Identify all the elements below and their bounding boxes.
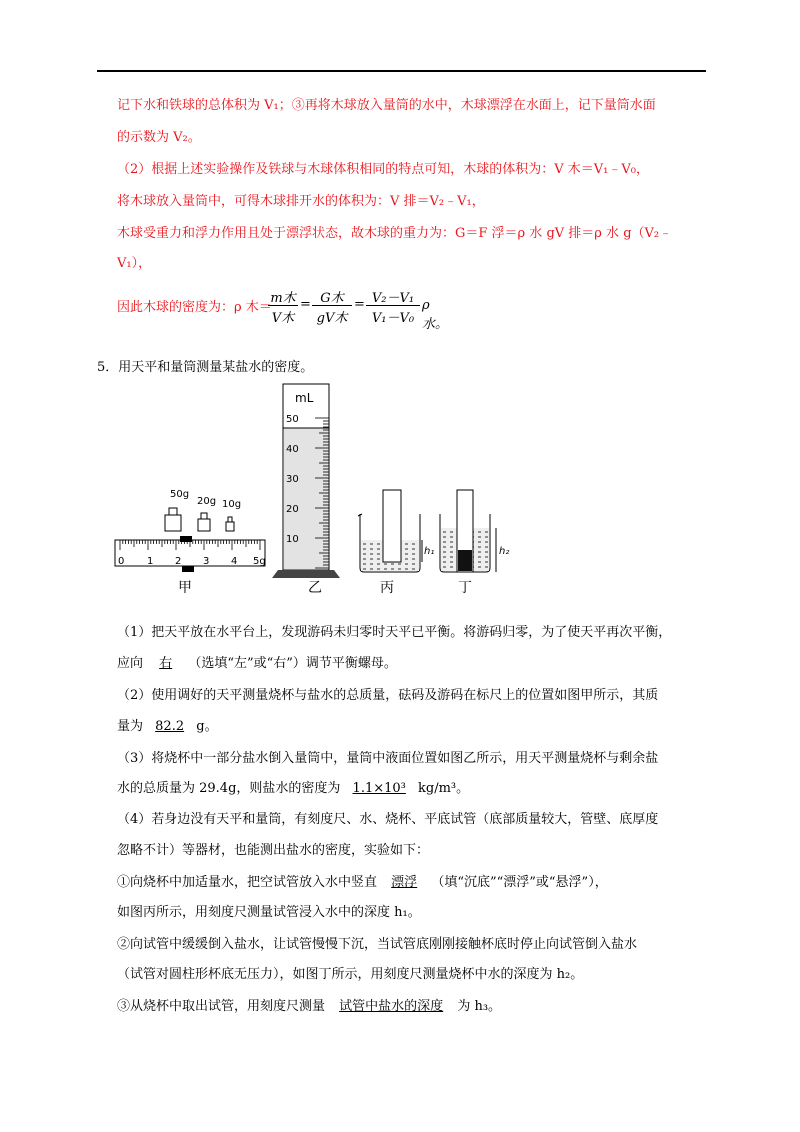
cylinder-tick-40: 40 bbox=[286, 444, 299, 455]
scale-tick-0: 0 bbox=[118, 556, 125, 567]
cylinder-tick-20: 20 bbox=[286, 504, 299, 515]
weight-20g-knob bbox=[201, 513, 207, 519]
cylinder-tick-50: 50 bbox=[286, 414, 299, 425]
answer-blank: 试管中盐水的深度 bbox=[339, 999, 444, 1014]
graduated-cylinder bbox=[272, 384, 340, 596]
caption-yi: 乙 bbox=[308, 580, 322, 596]
beaker-floating-tube bbox=[358, 490, 434, 596]
formula-f1-num: m木 bbox=[270, 291, 296, 306]
equals-sign: = bbox=[354, 297, 365, 312]
experiment-figure bbox=[110, 380, 530, 600]
q-part4-line2: 忽略不计）等器材，也能测出盐水的密度，实验如下： bbox=[117, 843, 430, 858]
h2-label: h₂ bbox=[499, 546, 510, 557]
q-part3-line1: （3）将烧杯中一部分盐水倒入量筒中，量筒中液面位置如图乙所示，用天平测量烧杯与剩余盐 bbox=[117, 751, 659, 766]
fraction-bar bbox=[268, 305, 298, 306]
weight-10g bbox=[226, 522, 234, 531]
fraction-bar bbox=[366, 305, 420, 306]
answer-line-4: 将木球放入量筒中，可得木球排开水的体积为：V 排＝V₂﹣V₁， bbox=[117, 194, 485, 209]
scale-tick-1: 1 bbox=[147, 556, 154, 567]
q-part2-line1: （2）使用调好的天平测量烧杯与盐水的总质量，砝码及游码在标尺上的位置如图甲所示，其质 bbox=[117, 688, 659, 703]
answer-line-3: （2）根据上述实验操作及铁球与木球体积相同的特点可知，木球的体积为：V 木＝V₁﹣V₀， bbox=[117, 162, 649, 177]
caption-jia: 甲 bbox=[178, 580, 192, 596]
weight-10g-knob bbox=[228, 517, 232, 522]
answer-blank: 右 bbox=[159, 656, 173, 671]
text-fragment: ①向烧杯中加适量水，把空试管放入水中竖直 bbox=[117, 875, 378, 890]
caption-bing: 丙 bbox=[380, 580, 394, 596]
formula-f1-den: V木 bbox=[271, 311, 295, 326]
test-tube-bing bbox=[383, 490, 401, 562]
formula-f2-num: G木 bbox=[320, 291, 344, 306]
scale-figure bbox=[115, 489, 266, 596]
answer-blank: 1.1×10³ bbox=[352, 781, 406, 796]
salt-water-in-tube bbox=[458, 550, 472, 571]
question-stem: 5．用天平和量筒测量某盐水的密度。 bbox=[97, 360, 314, 375]
rider-bottom bbox=[182, 566, 194, 572]
answer-line-5: 木球受重力和浮力作用且处于漂浮状态，故木球的重力为：G＝F 浮＝ρ 水 gV 排＝ρ 水 g（V₂﹣ bbox=[117, 226, 673, 241]
text-fragment: g。 bbox=[196, 719, 218, 734]
answer-line-1: 记下水和铁球的总体积为 V₁；③再将木球放入量筒的水中，木球漂浮在水面上，记下量筒水面 bbox=[117, 98, 656, 113]
cylinder-tick-30: 30 bbox=[286, 474, 299, 485]
weight-10g-label: 10g bbox=[222, 499, 242, 510]
formula-f2-den: gV木 bbox=[316, 311, 348, 326]
text-fragment: ③从烧杯中取出试管，用刻度尺测量 bbox=[117, 999, 326, 1014]
q-part1-line2 bbox=[117, 656, 397, 672]
scale-tick-3: 3 bbox=[203, 556, 210, 567]
answer-blank: 82.2 bbox=[155, 719, 185, 734]
header-rule bbox=[97, 70, 706, 72]
answer-blank: 漂浮 bbox=[391, 875, 418, 890]
equals-sign: = bbox=[300, 297, 311, 312]
q-step3 bbox=[117, 999, 501, 1015]
q-step1-line2: 如图丙所示，用刻度尺测量试管浸入水中的深度 h₁。 bbox=[117, 905, 421, 920]
cylinder-tick-10: 10 bbox=[286, 534, 299, 545]
cylinder-base bbox=[272, 570, 340, 578]
beaker-sunk-tube bbox=[440, 490, 509, 596]
cylinder-unit: mL bbox=[295, 391, 314, 405]
formula-f3-den: V₁－V₀ bbox=[371, 311, 415, 326]
scale-tick-4: 4 bbox=[231, 556, 238, 567]
caption-ding: 丁 bbox=[458, 580, 472, 596]
scale-tick-2: 2 bbox=[175, 556, 182, 567]
q-step1-line1 bbox=[117, 875, 608, 891]
text-fragment: 水的总质量为 29.4g，则盐水的密度为 bbox=[117, 781, 341, 796]
q-part1-line1: （1）把天平放在水平台上，发现游码未归零时天平已平衡。将游码归零，为了使天平再次平衡， bbox=[117, 625, 672, 640]
weight-50g-label: 50g bbox=[170, 489, 190, 500]
weight-20g-label: 20g bbox=[197, 496, 217, 507]
q-part2-line2 bbox=[117, 719, 218, 735]
answer-line-7: 因此木球的密度为：ρ 木＝ bbox=[117, 300, 272, 315]
text-fragment: 量为 bbox=[117, 719, 144, 734]
q-step2-line2: （试管对圆柱形杯底无压力），如图丁所示，用刻度尺测量烧杯中水的深度为 h₂。 bbox=[117, 967, 584, 982]
formula-tail: ρ水。 bbox=[422, 298, 449, 332]
q-part3-line2 bbox=[117, 781, 469, 797]
q-part4-line1: （4）若身边没有天平和量筒，有刻度尺、水、烧杯、平底试管（底部质量较大，管壁、底厚度 bbox=[117, 812, 659, 827]
answer-line-6: V₁）， bbox=[117, 256, 152, 271]
weight-50g bbox=[165, 515, 181, 531]
fraction-bar bbox=[312, 305, 352, 306]
formula-f3-num: V₂－V₁ bbox=[371, 291, 415, 306]
answer-line-2: 的示数为 V₂。 bbox=[117, 130, 201, 145]
q-step2-line1: ②向试管中缓缓倒入盐水，让试管慢慢下沉，当试管底刚刚接触杯底时停止向试管倒入盐水 bbox=[117, 937, 638, 952]
h1-label: h₁ bbox=[424, 546, 435, 557]
text-fragment: 为 h₃。 bbox=[457, 999, 502, 1014]
weight-20g bbox=[198, 519, 210, 531]
text-fragment: kg/m³。 bbox=[418, 781, 470, 796]
scale-tick-5: 5g bbox=[253, 556, 266, 567]
text-fragment: 应向 bbox=[117, 656, 144, 671]
text-fragment: （选填“左”或“右”）调节平衡螺母。 bbox=[188, 656, 397, 671]
text-fragment: （填“沉底”“漂浮”或“悬浮”）， bbox=[431, 875, 608, 890]
rider-top bbox=[180, 536, 192, 542]
weight-50g-knob bbox=[169, 508, 177, 515]
